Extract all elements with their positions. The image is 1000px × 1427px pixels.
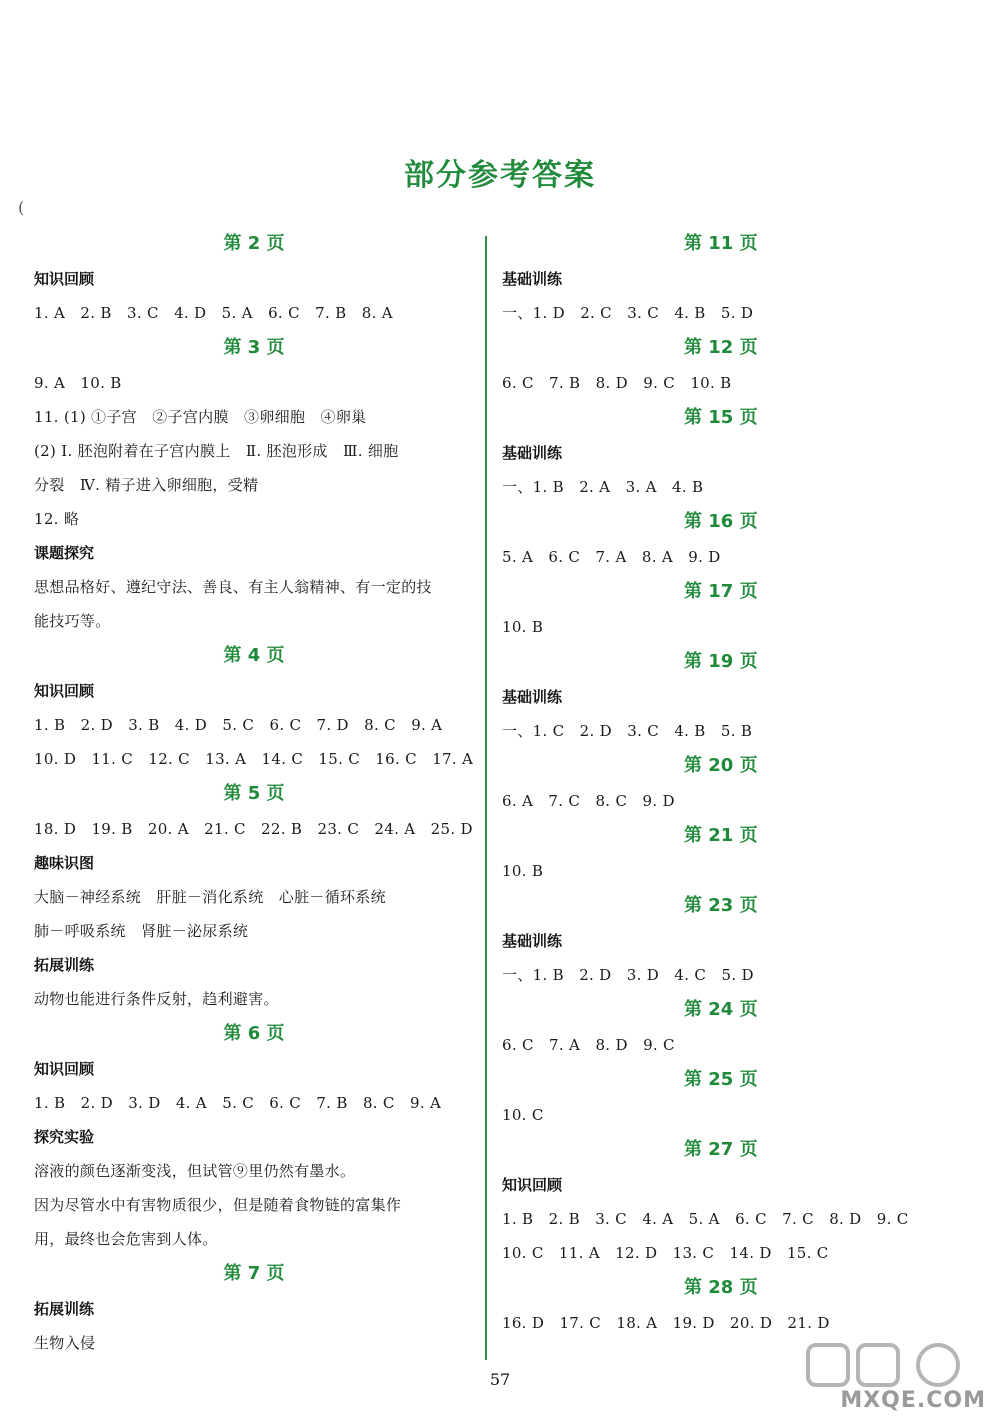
section-heading: 知识回顾 — [34, 682, 95, 700]
answer-line: 1. B 2. B 3. C 4. A 5. A 6. C 7. C 8. D 9. C — [502, 1210, 909, 1228]
answer-line: 6. C 7. A 8. D 9. C — [502, 1036, 675, 1054]
answer-line: 16. D 17. C 18. A 19. D 20. D 21. D — [502, 1314, 830, 1332]
answer-line: 1. B 2. D 3. B 4. D 5. C 6. C 7. D 8. C 9. A — [34, 716, 443, 734]
answer-line: 一、1. B 2. D 3. D 4. C 5. D — [502, 966, 754, 984]
section-heading: 拓展训练 — [34, 1300, 95, 1318]
page-heading: 第 15 页 — [684, 407, 758, 428]
answer-line: 18. D 19. B 20. A 21. C 22. B 23. C 24. A 25. D — [34, 820, 473, 838]
page-title: 部分参考答案 — [404, 158, 596, 193]
answer-line: 10. D 11. C 12. C 13. A 14. C 15. C 16. C 17. A — [34, 750, 474, 768]
answer-line: 能技巧等。 — [34, 612, 111, 630]
answer-line: 一、1. D 2. C 3. C 4. B 5. D — [502, 304, 754, 322]
section-heading: 知识回顾 — [502, 1176, 563, 1194]
answer-line: 肺－呼吸系统 肾脏－泌尿系统 — [34, 922, 249, 940]
answer-line: 一、1. C 2. D 3. C 4. B 5. B — [502, 722, 753, 740]
page-heading: 第 21 页 — [684, 825, 758, 846]
answer-line: 1. B 2. D 3. D 4. A 5. C 6. C 7. B 8. C 9. A — [34, 1094, 442, 1112]
section-heading: 基础训练 — [502, 270, 563, 288]
page-heading: 第 6 页 — [223, 1023, 285, 1044]
answer-line: 动物也能进行条件反射，趋利避害。 — [34, 990, 279, 1008]
answer-line: 一、1. B 2. A 3. A 4. B — [502, 478, 704, 496]
answer-line: 因为尽管水中有害物质很少，但是随着食物链的富集作 — [34, 1196, 402, 1214]
answer-line: 10. B — [502, 862, 544, 880]
answer-line: (2) Ⅰ. 胚泡附着在子宫内膜上 Ⅱ. 胚泡形成 Ⅲ. 细胞 — [34, 442, 399, 460]
page-heading: 第 25 页 — [684, 1069, 758, 1090]
answer-line: 6. A 7. C 8. C 9. D — [502, 792, 675, 810]
page-heading: 第 5 页 — [223, 783, 285, 804]
left-column — [34, 226, 474, 1360]
section-heading: 知识回顾 — [34, 1060, 95, 1078]
answer-line: 5. A 6. C 7. A 8. A 9. D — [502, 548, 721, 566]
page-heading: 第 4 页 — [223, 645, 285, 666]
right-column — [502, 226, 942, 1340]
section-heading: 拓展训练 — [34, 956, 95, 974]
answer-line: 分裂 Ⅳ. 精子进入卵细胞，受精 — [34, 476, 259, 494]
answer-line: 10. C — [502, 1106, 544, 1124]
answer-line: 用，最终也会危害到人体。 — [34, 1230, 218, 1248]
section-heading: 知识回顾 — [34, 270, 95, 288]
answer-line: 思想品格好、遵纪守法、善良、有主人翁精神、有一定的技 — [34, 578, 432, 596]
section-heading: 趣味识图 — [34, 854, 95, 872]
section-heading: 课题探究 — [34, 544, 95, 562]
answer-line: 溶液的颜色逐渐变浅，但试管⑨里仍然有墨水。 — [34, 1162, 356, 1180]
section-heading: 探究实验 — [34, 1128, 95, 1146]
page-heading: 第 23 页 — [684, 895, 758, 916]
answer-line: 12. 略 — [34, 510, 80, 528]
page-heading: 第 28 页 — [684, 1277, 758, 1298]
column-divider — [485, 236, 487, 1360]
answer-line: 9. A 10. B — [34, 374, 122, 392]
page-heading: 第 2 页 — [223, 233, 285, 254]
answer-line: 10. B — [502, 618, 544, 636]
page-heading: 第 24 页 — [684, 999, 758, 1020]
answer-line: 1. A 2. B 3. C 4. D 5. A 6. C 7. B 8. A — [34, 304, 393, 322]
page-heading: 第 11 页 — [684, 233, 758, 254]
answer-line: 6. C 7. B 8. D 9. C 10. B — [502, 374, 732, 392]
page-heading: 第 3 页 — [223, 337, 285, 358]
section-heading: 基础训练 — [502, 444, 563, 462]
section-heading: 基础训练 — [502, 932, 563, 950]
answer-line: 生物入侵 — [34, 1334, 96, 1352]
page-heading: 第 20 页 — [684, 755, 758, 776]
section-heading: 基础训练 — [502, 688, 563, 706]
page-number: 57 — [489, 1370, 511, 1389]
page-heading: 第 12 页 — [684, 337, 758, 358]
page-heading: 第 27 页 — [684, 1139, 758, 1160]
margin-mark: ( — [18, 198, 25, 217]
watermark-text: MXQE.COM — [840, 1388, 986, 1413]
page-heading: 第 16 页 — [684, 511, 758, 532]
answer-line: 10. C 11. A 12. D 13. C 14. D 15. C — [502, 1244, 829, 1262]
page-heading: 第 7 页 — [223, 1263, 285, 1284]
answer-line: 11. (1) ①子宫 ②子宫内膜 ③卵细胞 ④卵巢 — [34, 408, 367, 426]
answer-line: 大脑－神经系统 肝脏－消化系统 心脏－循环系统 — [34, 888, 386, 906]
page-heading: 第 19 页 — [684, 651, 758, 672]
page-heading: 第 17 页 — [684, 581, 758, 602]
